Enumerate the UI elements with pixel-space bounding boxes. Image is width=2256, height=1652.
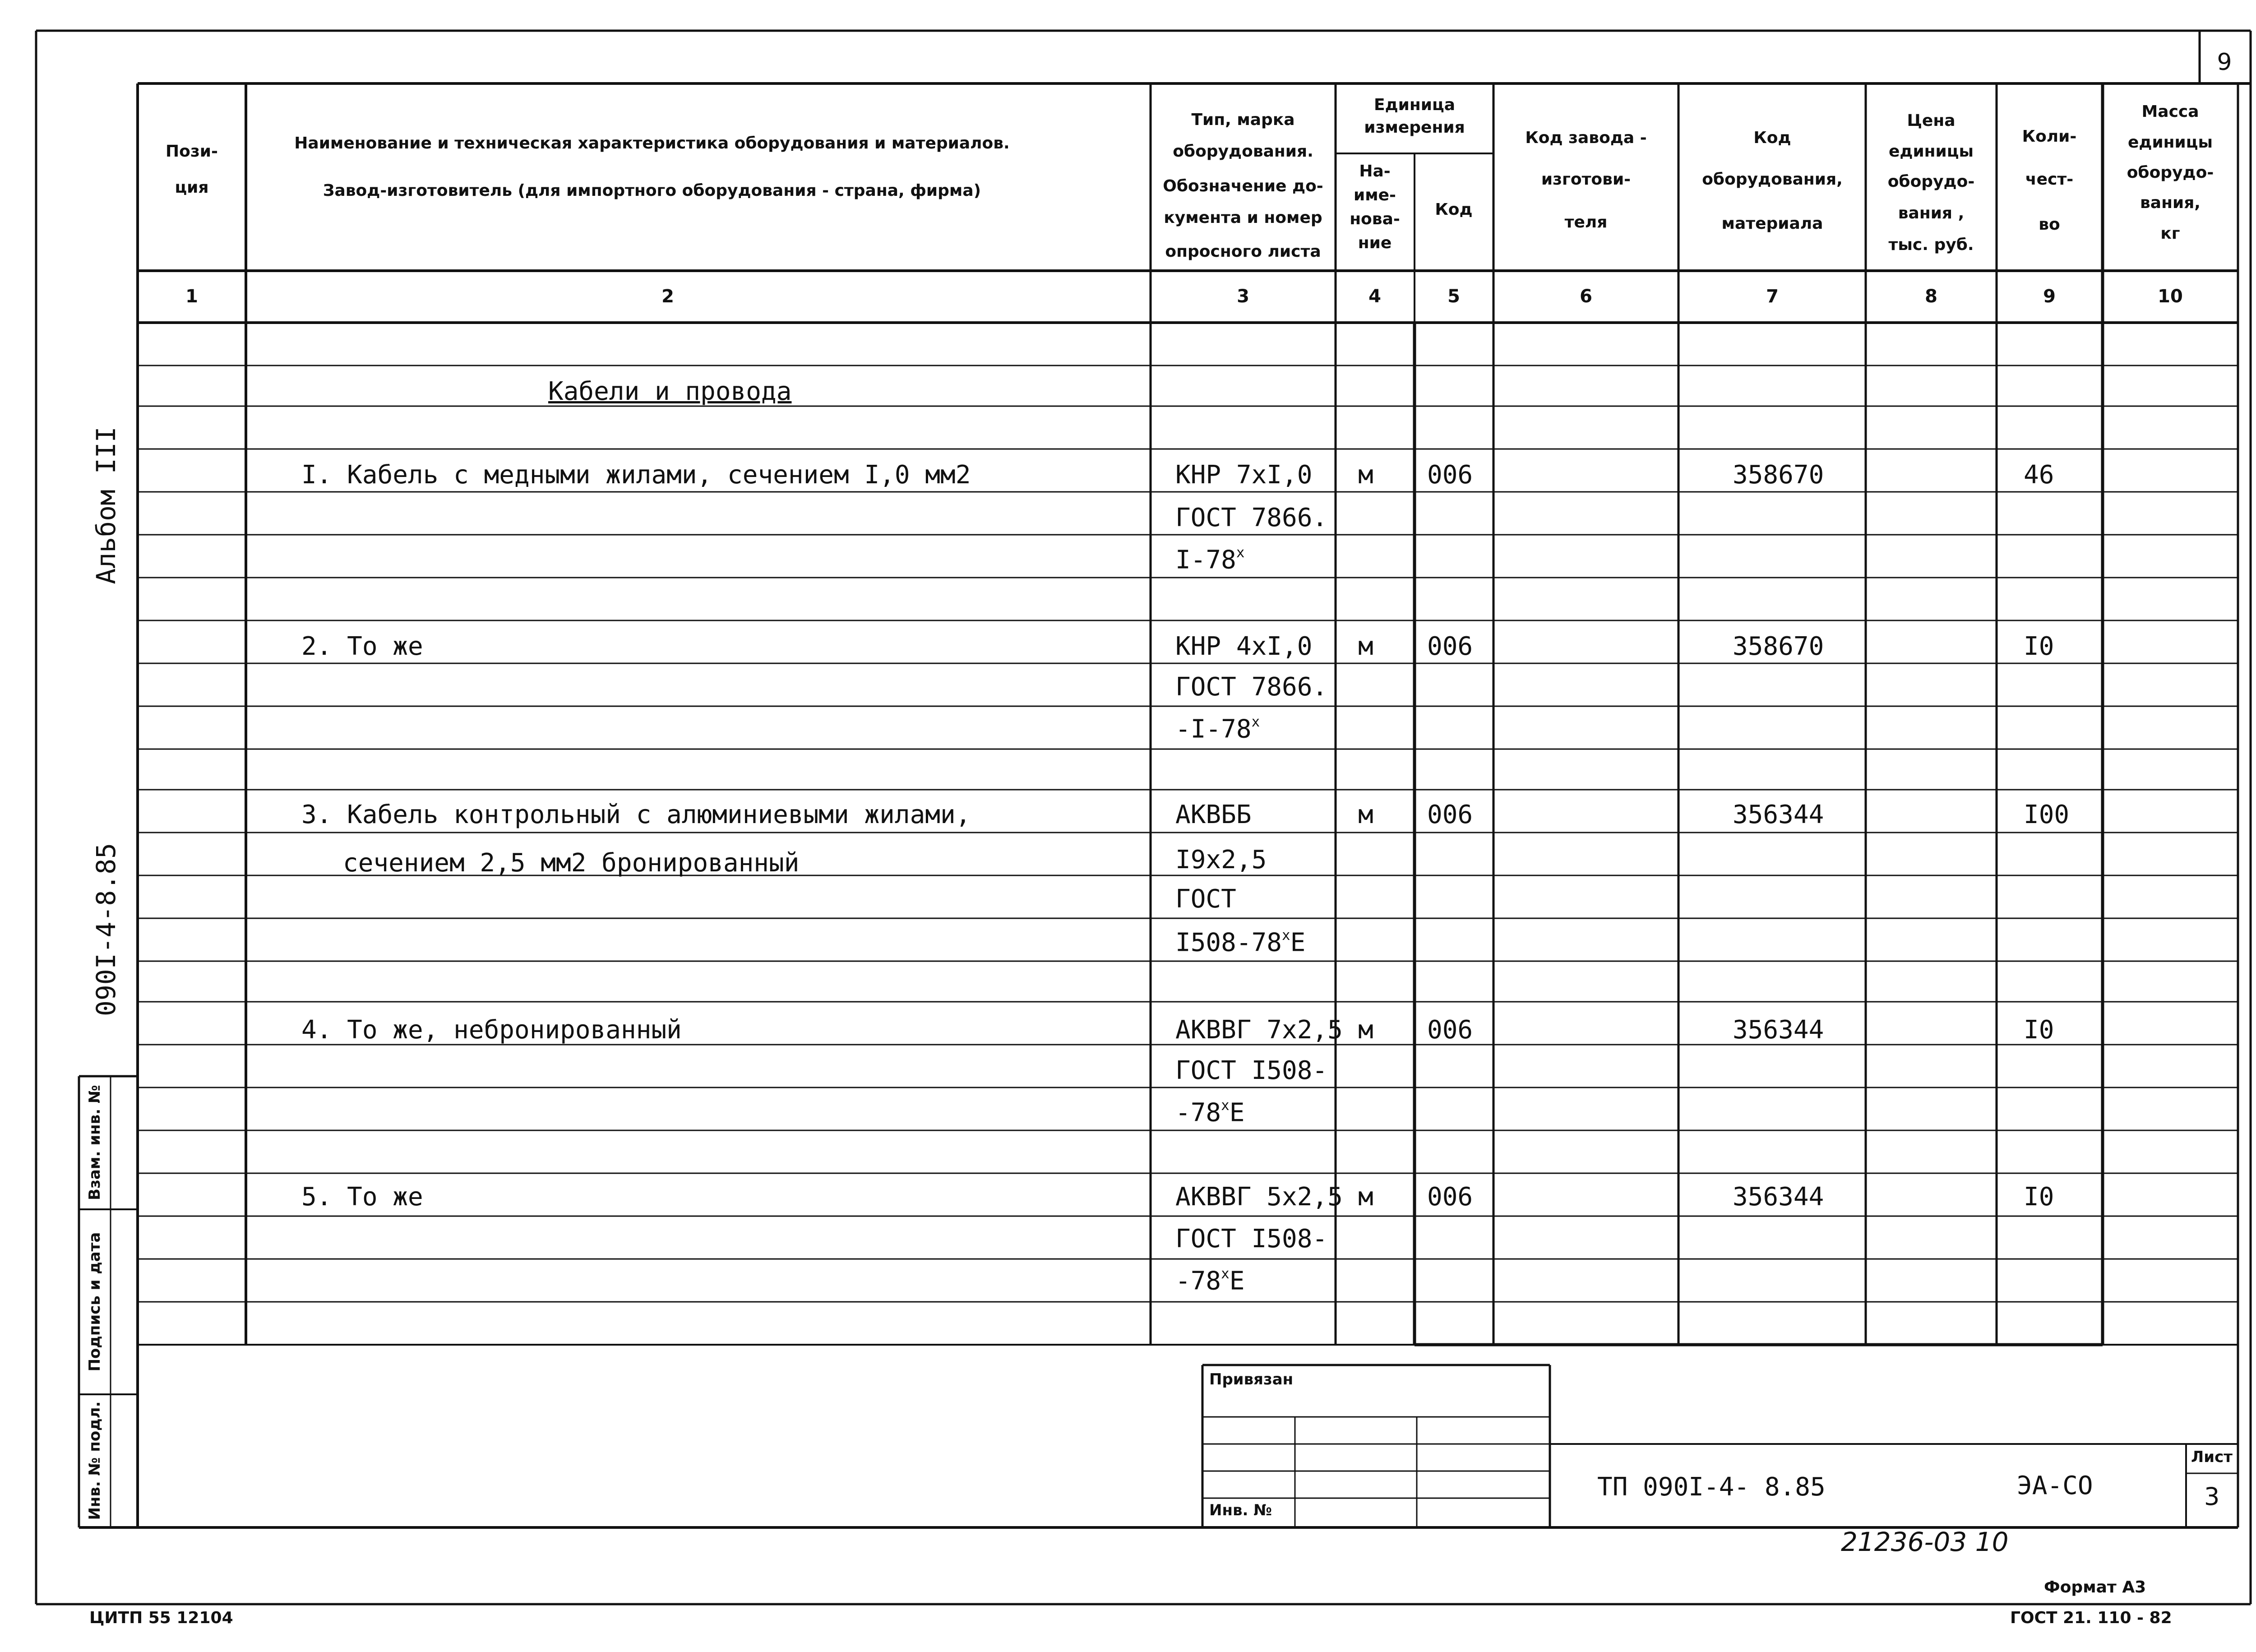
doc-mark: ЭА-СО	[2017, 1471, 2093, 1500]
header-qty-l3: во	[2039, 215, 2060, 234]
item-2-type-l2: ГОСТ 7866.	[1175, 672, 1328, 702]
item-1-type-l3	[1175, 546, 1244, 573]
list-label: Лист	[2191, 1448, 2233, 1466]
item-3-type-l4	[1175, 929, 1305, 956]
header-factory-l3: теля	[1564, 213, 1608, 231]
item-5-equip-code: 356344	[1733, 1182, 1824, 1212]
item-1-type-l1: КНР 7хI,0	[1175, 460, 1313, 490]
podpis-label: Подпись и дата	[86, 1232, 104, 1372]
doc-designation: ТП 090I-4- 8.85	[1597, 1472, 1826, 1502]
handwritten-number: 21236-03 10	[1841, 1527, 2009, 1557]
item-2-type-sup: х	[1251, 714, 1260, 730]
item-1-type-l2: ГОСТ 7866.	[1175, 503, 1328, 532]
item-3-equip-code: 356344	[1733, 800, 1824, 829]
col-number-1: 1	[185, 286, 198, 307]
header-price-l3: оборудо-	[1887, 172, 1975, 191]
header-price-l4: вания ,	[1898, 204, 1965, 222]
item-4-type-l3	[1175, 1099, 1244, 1126]
header-name-l1: Наименование и техническая характеристика оборудования и материалов.	[294, 134, 1010, 153]
header-type-l4: кумента и номер	[1164, 208, 1322, 227]
item-4-unit-code: 006	[1427, 1015, 1473, 1045]
item-3-type-base: I508-78	[1175, 928, 1282, 958]
item-1-equip-code: 358670	[1733, 460, 1824, 490]
item-3-unit: м	[1358, 800, 1373, 829]
inv-podl-label: Инв. № подл.	[86, 1401, 104, 1520]
header-qty-l1: Коли-	[2022, 127, 2077, 146]
col-number-5: 5	[1447, 286, 1460, 307]
item-2-unit: м	[1358, 632, 1373, 661]
item-5-type-base: -78	[1175, 1266, 1221, 1296]
header-equip-code-l3: материала	[1721, 214, 1823, 233]
item-3-unit-code: 006	[1427, 800, 1473, 829]
item-3-type-l3: ГОСТ	[1175, 884, 1236, 914]
item-5-type-suffix: Е	[1229, 1266, 1245, 1296]
gost-label: ГОСТ 21. 110 - 82	[2010, 1609, 2172, 1627]
header-price-l2: единицы	[1888, 142, 1974, 161]
item-5-unit: м	[1358, 1182, 1373, 1212]
header-equip-code-l2: оборудования,	[1702, 170, 1843, 189]
item-3-qty: I00	[2024, 800, 2070, 829]
item-1-type-sup: х	[1236, 545, 1245, 561]
col-number-2: 2	[661, 286, 674, 307]
header-unit-l2: измерения	[1364, 118, 1465, 137]
item-4-equip-code: 356344	[1733, 1015, 1824, 1045]
item-4-qty: I0	[2024, 1015, 2054, 1045]
format-label: Формат А3	[2044, 1578, 2146, 1596]
col-number-9: 9	[2043, 286, 2056, 307]
header-mass-l5: кг	[2160, 224, 2180, 243]
item-4-type-l1: АКВВГ 7х2,5	[1175, 1015, 1343, 1045]
privyazan-label: Привязан	[1209, 1370, 1294, 1388]
item-3-name-l2: сечением 2,5 мм2 бронированный	[343, 848, 800, 878]
header-unit-name-l1: На-	[1359, 162, 1391, 180]
item-2-qty: I0	[2024, 632, 2054, 661]
header-price-l1: Цена	[1907, 111, 1956, 130]
header-unit-name-l4: ние	[1358, 234, 1392, 252]
section-title: Кабели и провода	[548, 377, 792, 406]
header-type-l1: Тип, марка	[1191, 111, 1295, 129]
col-number-10: 10	[2158, 286, 2183, 307]
header-mass-l2: единицы	[2127, 133, 2213, 152]
item-3-type-l2: I9х2,5	[1175, 845, 1267, 875]
item-5-type-l1: АКВВГ 5х2,5	[1175, 1182, 1343, 1212]
header-position-l1: Пози-	[166, 142, 218, 161]
project-number-label: 090I-4-8.85	[91, 842, 121, 1017]
header-name-l2: Завод-изготовитель (для импортного оборудования - страна, фирма)	[323, 181, 981, 200]
vzam-inv-label: Взам. инв. №	[86, 1085, 104, 1200]
header-equip-code-l1: Код	[1753, 129, 1791, 147]
col-number-8: 8	[1925, 286, 1937, 307]
header-factory-l1: Код завода -	[1525, 129, 1647, 147]
col-number-4: 4	[1368, 286, 1381, 307]
item-2-name: 2. То же	[301, 632, 423, 661]
item-4-type-base: -78	[1175, 1098, 1221, 1128]
item-5-name: 5. То же	[301, 1182, 423, 1212]
header-price-l5: тыс. руб.	[1888, 236, 1974, 254]
item-5-type-sup: х	[1221, 1266, 1230, 1282]
header-unit-code: Код	[1435, 200, 1473, 219]
item-3-type-sup: х	[1282, 927, 1290, 944]
item-1-unit: м	[1358, 460, 1373, 490]
inv-no-label: Инв. №	[1209, 1501, 1272, 1519]
item-3-type-l1: АКВББ	[1175, 800, 1252, 829]
item-5-type-l2: ГОСТ I508-	[1175, 1224, 1328, 1254]
item-3-type-suffix: Е	[1290, 928, 1306, 958]
item-2-unit-code: 006	[1427, 632, 1473, 661]
album-label: Альбом III	[91, 426, 121, 584]
item-1-type-base: I-78	[1175, 545, 1236, 575]
header-mass-l4: вания,	[2140, 194, 2201, 212]
header-type-l2: оборудования.	[1173, 142, 1313, 161]
footer-left-code: ЦИТП 55 12104	[89, 1609, 233, 1627]
col-number-7: 7	[1766, 286, 1779, 307]
item-2-type-base: -I-78	[1175, 714, 1252, 744]
item-5-unit-code: 006	[1427, 1182, 1473, 1212]
item-4-type-sup: х	[1221, 1097, 1230, 1114]
item-1-unit-code: 006	[1427, 460, 1473, 490]
item-2-type-l3	[1175, 715, 1260, 742]
list-number: 3	[2204, 1482, 2220, 1511]
item-2-equip-code: 358670	[1733, 632, 1824, 661]
sheet-corner-number: 9	[2217, 49, 2232, 76]
item-2-type-l1: КНР 4хI,0	[1175, 632, 1313, 661]
header-unit-l1: Единица	[1374, 96, 1455, 114]
header-mass-l1: Масса	[2141, 102, 2199, 121]
header-position-l2: ция	[175, 178, 209, 197]
header-type-l5: опросного листа	[1165, 242, 1321, 261]
header-unit-name-l2: име-	[1353, 186, 1396, 204]
header-mass-l3: оборудо-	[2127, 163, 2214, 182]
item-1-qty: 46	[2024, 460, 2054, 490]
header-type-l3: Обозначение до-	[1163, 177, 1323, 195]
header-qty-l2: чест-	[2025, 170, 2074, 189]
item-1-name: I. Кабель с медными жилами, сечением I,0 мм2	[301, 460, 971, 490]
header-unit-name-l3: нова-	[1350, 210, 1400, 228]
item-4-type-suffix: Е	[1229, 1098, 1245, 1128]
item-4-unit: м	[1358, 1015, 1373, 1045]
item-5-qty: I0	[2024, 1182, 2054, 1212]
header-factory-l2: изготови-	[1541, 170, 1631, 189]
item-4-type-l2: ГОСТ I508-	[1175, 1056, 1328, 1085]
item-4-name: 4. То же, небронированный	[301, 1015, 682, 1045]
item-3-name-l1: 3. Кабель контрольный с алюминиевыми жилами,	[301, 800, 971, 829]
col-number-3: 3	[1237, 286, 1249, 307]
item-5-type-l3	[1175, 1267, 1244, 1294]
col-number-6: 6	[1580, 286, 1592, 307]
